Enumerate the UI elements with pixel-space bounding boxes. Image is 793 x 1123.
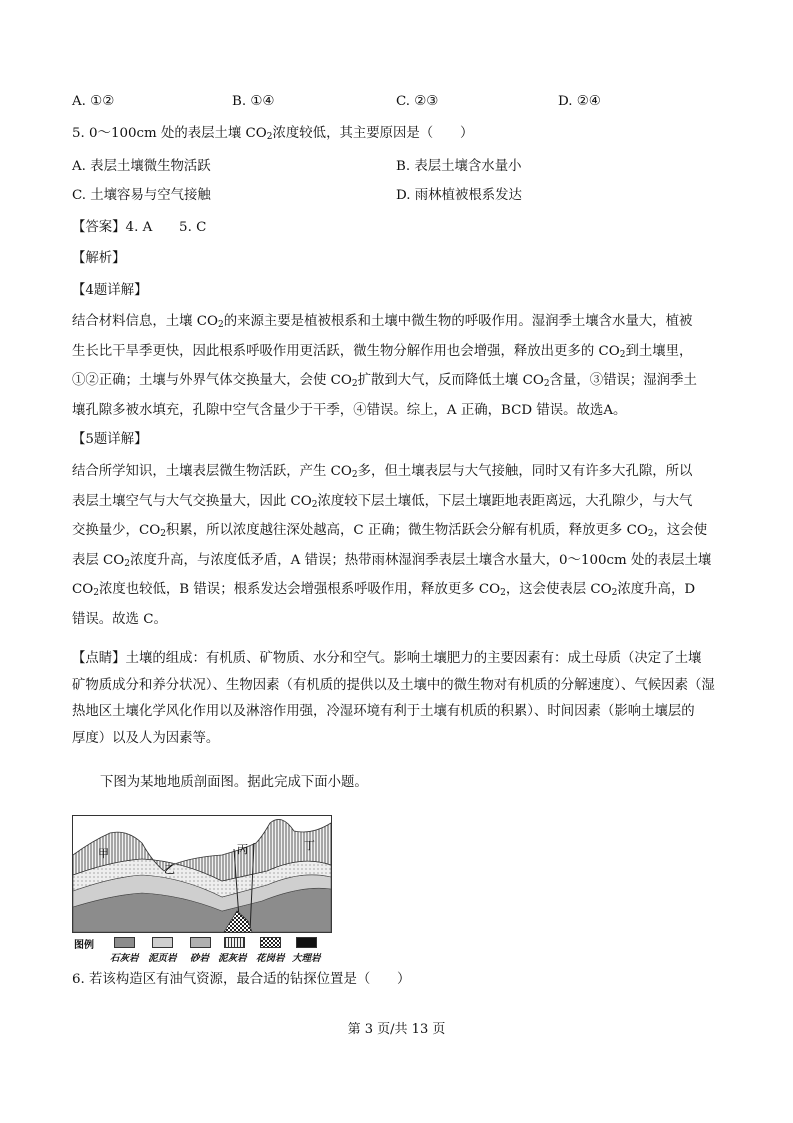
paragraph-line: $CO_2$浓度也较低，B 错误；根系发达会增强根系呼吸作用，释放更多 $CO_2$，这会使表层 $CO_2$浓度升高，D xyxy=(72,582,696,598)
paragraph-line: 结合所学知识，土壤表层微生物活跃，产生 $CO_2$多，但土壤表层与大气接触，同时又有许多大孔隙，所以 xyxy=(72,464,693,480)
legend-item: 大理岩 xyxy=(292,953,321,964)
legend-swatch-marl xyxy=(224,937,245,948)
paragraph-line: 表层土壤空气与大气交换量大，因此 $CO_2$浓度较下层土壤低，下层土壤距地表距离远，大孔隙少，与大气 xyxy=(72,493,693,510)
tip-line: 矿物质成分和养分状况）、生物因素（有机质的提供以及土壤中的微生物对有机质的分解速度）、气候因素（湿 xyxy=(72,677,715,693)
figure-intro: 下图为某地地质剖面图。据此完成下面小题。 xyxy=(100,775,368,790)
label-jia: 甲 xyxy=(98,847,109,860)
geologic-section-figure xyxy=(72,815,332,933)
figure-legend xyxy=(72,935,332,965)
tip-line: 热地区土壤化学风化作用以及淋溶作用强，冷湿环境有利于土壤有机质的积累）、时间因素（影响土壤层的 xyxy=(72,704,695,719)
tip-paragraph xyxy=(72,646,724,752)
paragraph-line: 生长比干旱季更快，因此根系呼吸作用更活跃，微生物分解作用也会增强，释放出更多的 $CO_2$到土壤里， xyxy=(72,343,693,360)
paragraph-line: 交换量少，$CO_2$积累，所以浓度越往深处越高，C 正确；微生物活跃会分解有机质，释放更多 $CO_2$，这会使 xyxy=(72,523,708,539)
legend-title: 图例 xyxy=(74,940,94,951)
paragraph-line: 结合材料信息，土壤 $CO_2$的来源主要是植被根系和土壤中微生物的呼吸作用。湿润季土壤含水量大，植被 xyxy=(72,314,693,330)
legend-item: 泥灰岩 xyxy=(218,953,247,964)
paragraph-line: 壤孔隙多被水填充，孔隙中空气含量少于干季，④错误。综上，A 正确，BCD 错误。故选A。 xyxy=(72,402,627,418)
q6-stem: 6. 若该构造区有油气资源，最合适的钻探位置是（ ） xyxy=(72,972,411,987)
q4-option-c: C. ②③ xyxy=(396,94,439,109)
q5-option-b: B. 表层土壤含水量小 xyxy=(396,159,522,174)
q5-detail-label: 【5题详解】 xyxy=(72,432,148,447)
label-ding: 丁 xyxy=(304,839,315,852)
legend-swatch-granite xyxy=(260,937,281,948)
legend-swatch-limestone xyxy=(114,937,135,948)
legend-item: 石灰岩 xyxy=(110,953,139,964)
q5-option-d: D. 雨林植被根系发达 xyxy=(396,188,522,203)
legend-swatch-marble xyxy=(296,937,317,948)
legend-swatch-sandstone xyxy=(190,937,211,948)
legend-swatch-shale xyxy=(152,937,173,948)
q5-option-a: A. 表层土壤微生物活跃 xyxy=(72,159,211,174)
q4-option-d: D. ②④ xyxy=(558,94,601,109)
q4-option-b: B. ①④ xyxy=(232,94,275,109)
answer-line: 【答案】4. A 5. C xyxy=(72,220,207,235)
legend-item: 花岗岩 xyxy=(256,953,285,964)
q4-detail-paragraph xyxy=(72,309,724,424)
analysis-label: 【解析】 xyxy=(72,251,126,266)
q4-detail-label: 【4题详解】 xyxy=(72,283,148,298)
paragraph-line: 表层 $CO_2$浓度升高，与浓度低矛盾，A 错误；热带雨林湿润季表层土壤含水量大，0～100cm 处的表层土壤 xyxy=(72,552,712,569)
label-yi: 乙 xyxy=(164,863,175,876)
q5-detail-paragraph xyxy=(72,459,724,633)
q5-option-c: C. 土壤容易与空气接触 xyxy=(72,188,211,203)
q4-option-a: A. ①② xyxy=(72,94,115,109)
paragraph-line: ①②正确；土壤与外界气体交换量大，会使 $CO_2$扩散到大气，反而降低土壤 $CO_2$含量，③错误；湿润季土 xyxy=(72,373,697,389)
label-bing: 丙 xyxy=(237,843,248,856)
tip-line: 【点睛】土壤的组成：有机质、矿物质、水分和空气。影响土壤肥力的主要因素有：成土母质（决定了土壤 xyxy=(72,651,702,666)
legend-item: 泥页岩 xyxy=(148,953,177,964)
page-footer: 第 3 页/共 13 页 xyxy=(347,1022,446,1037)
q5-stem: 5. 0～100cm 处的表层土壤 $CO_2$浓度较低，其主要原因是（ ） xyxy=(72,126,474,142)
legend-item: 砂岩 xyxy=(190,953,210,964)
tip-line: 厚度）以及人为因素等。 xyxy=(72,730,220,746)
paragraph-line: 错误。故选 C。 xyxy=(72,611,167,627)
